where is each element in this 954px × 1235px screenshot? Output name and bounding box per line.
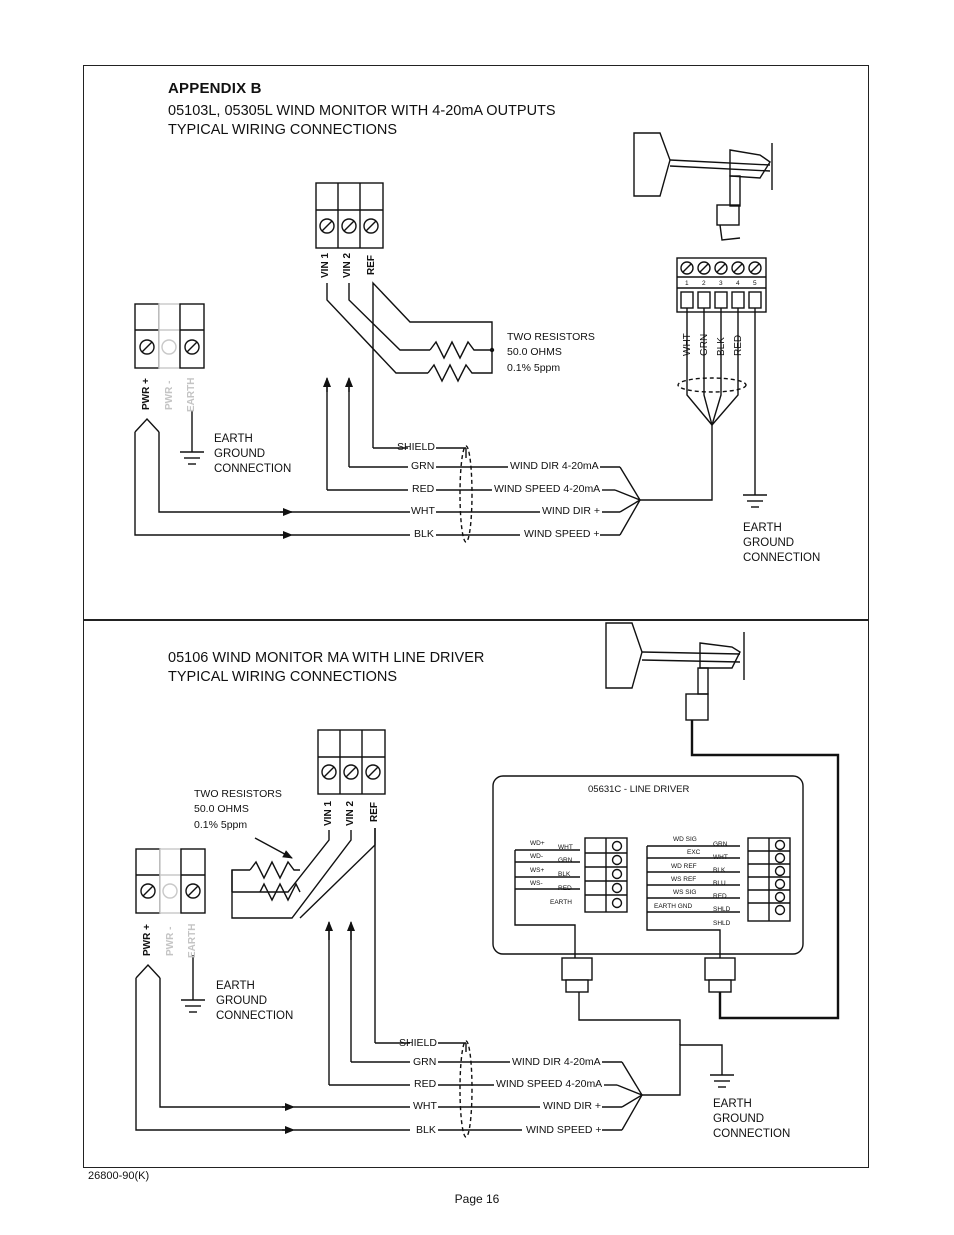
- ref-label-2: REF: [369, 802, 380, 822]
- wire2-red: RED: [414, 1078, 437, 1090]
- section2-title-line1: 05106 WIND MONITOR MA WITH LINE DRIVER: [168, 650, 485, 666]
- page-number: Page 16: [454, 1192, 500, 1206]
- signal-wind-dir-plus: WIND DIR +: [542, 505, 601, 517]
- ld-right-wire-wht: WHT: [713, 854, 728, 861]
- earth-right2-line1: EARTH: [713, 1098, 752, 1110]
- signal-wind-speed-ma: WIND SPEED 4-20mA: [494, 483, 601, 495]
- wire-red: RED: [412, 483, 435, 495]
- ld-right-signal-earthgnd: EARTH GND: [654, 903, 693, 910]
- signal2-wind-speed-plus: WIND SPEED +: [526, 1124, 602, 1136]
- earth-right2-line3: CONNECTION: [713, 1128, 791, 1140]
- earth-ground-left-1: [180, 410, 204, 464]
- signal-wind-dir-ma: WIND DIR 4-20mA: [510, 460, 599, 472]
- ld-right-wire-blu: BLU: [713, 880, 726, 887]
- wire2-shield: SHIELD: [399, 1037, 437, 1049]
- ld-right-wire-shld2: SHLD: [713, 920, 731, 927]
- pwr-minus-label: PWR -: [164, 380, 175, 410]
- earth-left-line1: EARTH: [214, 433, 253, 445]
- wire-blk: BLK: [414, 528, 434, 540]
- ld-right-wire-shld1: SHLD: [713, 906, 731, 913]
- vin2-label-2: VIN 2: [345, 800, 356, 826]
- earth-left2-line1: EARTH: [216, 980, 255, 992]
- signal2-wind-speed-ma: WIND SPEED 4-20mA: [496, 1078, 603, 1090]
- ld-right-signal-exc: EXC: [687, 849, 701, 856]
- pwr-plus-label: PWR +: [141, 378, 152, 410]
- ld-left-wire-red: RED: [558, 885, 572, 892]
- terminal-num-2: 2: [702, 280, 706, 287]
- earth-left2-line2: GROUND: [216, 995, 268, 1007]
- vin1-label-2: VIN 1: [323, 800, 334, 826]
- pwr-plus-label-2: PWR +: [142, 924, 153, 956]
- earth-right-line1: EARTH: [743, 522, 782, 534]
- ld-left-wire-wht: WHT: [558, 844, 573, 851]
- appendix-title: APPENDIX B: [168, 80, 262, 97]
- earth-right-line3: CONNECTION: [743, 552, 821, 564]
- vin-terminal-block-2: [318, 730, 385, 794]
- section1-title-line1: 05103L, 05305L WIND MONITOR WITH 4-20mA OUTPUTS: [168, 103, 556, 119]
- signal-wind-speed-plus: WIND SPEED +: [524, 528, 600, 540]
- wire-wht: WHT: [411, 505, 435, 517]
- line-driver-title: 05631C - LINE DRIVER: [588, 784, 690, 795]
- ld-right-wire-grn: GRN: [713, 841, 728, 848]
- ref-label: REF: [366, 255, 377, 275]
- ld-right-signal-wdsig: WD SIG: [673, 836, 697, 843]
- earth-left-line2: GROUND: [214, 448, 266, 460]
- terminal-wire-wht: WHT: [682, 333, 693, 356]
- wire-grn: GRN: [411, 460, 435, 472]
- pwr-terminal-block-2: [136, 849, 205, 913]
- earth-left-line3: CONNECTION: [214, 463, 292, 475]
- resistor-note2-line2: 50.0 OHMS: [194, 803, 249, 815]
- terminal-wire-red: RED: [733, 334, 744, 356]
- terminal-num-4: 4: [736, 280, 740, 287]
- terminal-num-5: 5: [753, 280, 757, 287]
- vin-terminal-block-1: [316, 183, 383, 248]
- terminal-num-1: 1: [685, 280, 689, 287]
- ld-left-wire-blk: BLK: [558, 871, 571, 878]
- earth-left2-line3: CONNECTION: [216, 1010, 294, 1022]
- wind-monitor-sketch-2: [606, 623, 744, 720]
- ld-right-signal-wssig: WS SIG: [673, 889, 697, 896]
- wire2-wht: WHT: [413, 1100, 437, 1112]
- wire-shield: SHIELD: [397, 441, 435, 453]
- wire2-blk: BLK: [416, 1124, 436, 1136]
- vin2-label: VIN 2: [342, 252, 353, 278]
- signal2-wind-dir-ma: WIND DIR 4-20mA: [512, 1056, 601, 1068]
- terminal-wire-blk: BLK: [716, 337, 727, 356]
- ld-left-signal-wdplus: WD+: [530, 840, 545, 847]
- ld-left-signal-wdminus: WD-: [530, 853, 543, 860]
- ld-right-wire-blk: BLK: [713, 867, 726, 874]
- earth-ground-left-2: [181, 955, 205, 1012]
- ld-left-wire-earth: EARTH: [550, 899, 572, 906]
- resistor-note-line2: 50.0 OHMS: [507, 346, 562, 358]
- resistor-note-line1: TWO RESISTORS: [507, 331, 595, 343]
- resistor-note2-line3: 0.1% 5ppm: [194, 819, 248, 831]
- ld-right-signal-wdref: WD REF: [671, 863, 697, 870]
- ld-left-wire-grn: GRN: [558, 857, 573, 864]
- ld-left-signal-wsminus: WS-: [530, 880, 543, 887]
- pwr-terminal-block-1: [135, 304, 204, 368]
- terminal-wire-grn: GRN: [699, 333, 710, 356]
- earth-terminal-label-2: EARTH: [187, 923, 198, 958]
- pwr-minus-label-2: PWR -: [165, 926, 176, 956]
- section2-title-line2: TYPICAL WIRING CONNECTIONS: [168, 669, 398, 685]
- ld-right-signal-wsref: WS REF: [671, 876, 697, 883]
- terminal-num-3: 3: [719, 280, 723, 287]
- ld-right-wire-red: RED: [713, 893, 727, 900]
- wind-monitor-sketch-1: [634, 133, 772, 240]
- resistor-note-line3: 0.1% 5ppm: [507, 362, 561, 374]
- wire2-grn: GRN: [413, 1056, 437, 1068]
- earth-terminal-label: EARTH: [186, 377, 197, 412]
- vin1-label: VIN 1: [320, 252, 331, 278]
- signal2-wind-dir-plus: WIND DIR +: [543, 1100, 602, 1112]
- resistor-note2-line1: TWO RESISTORS: [194, 788, 282, 800]
- earth-right-line2: GROUND: [743, 537, 795, 549]
- earth-right2-line2: GROUND: [713, 1113, 765, 1125]
- section1-title-line2: TYPICAL WIRING CONNECTIONS: [168, 122, 398, 138]
- document-code: 26800-90(K): [88, 1170, 150, 1182]
- ld-left-signal-wsplus: WS+: [530, 867, 545, 874]
